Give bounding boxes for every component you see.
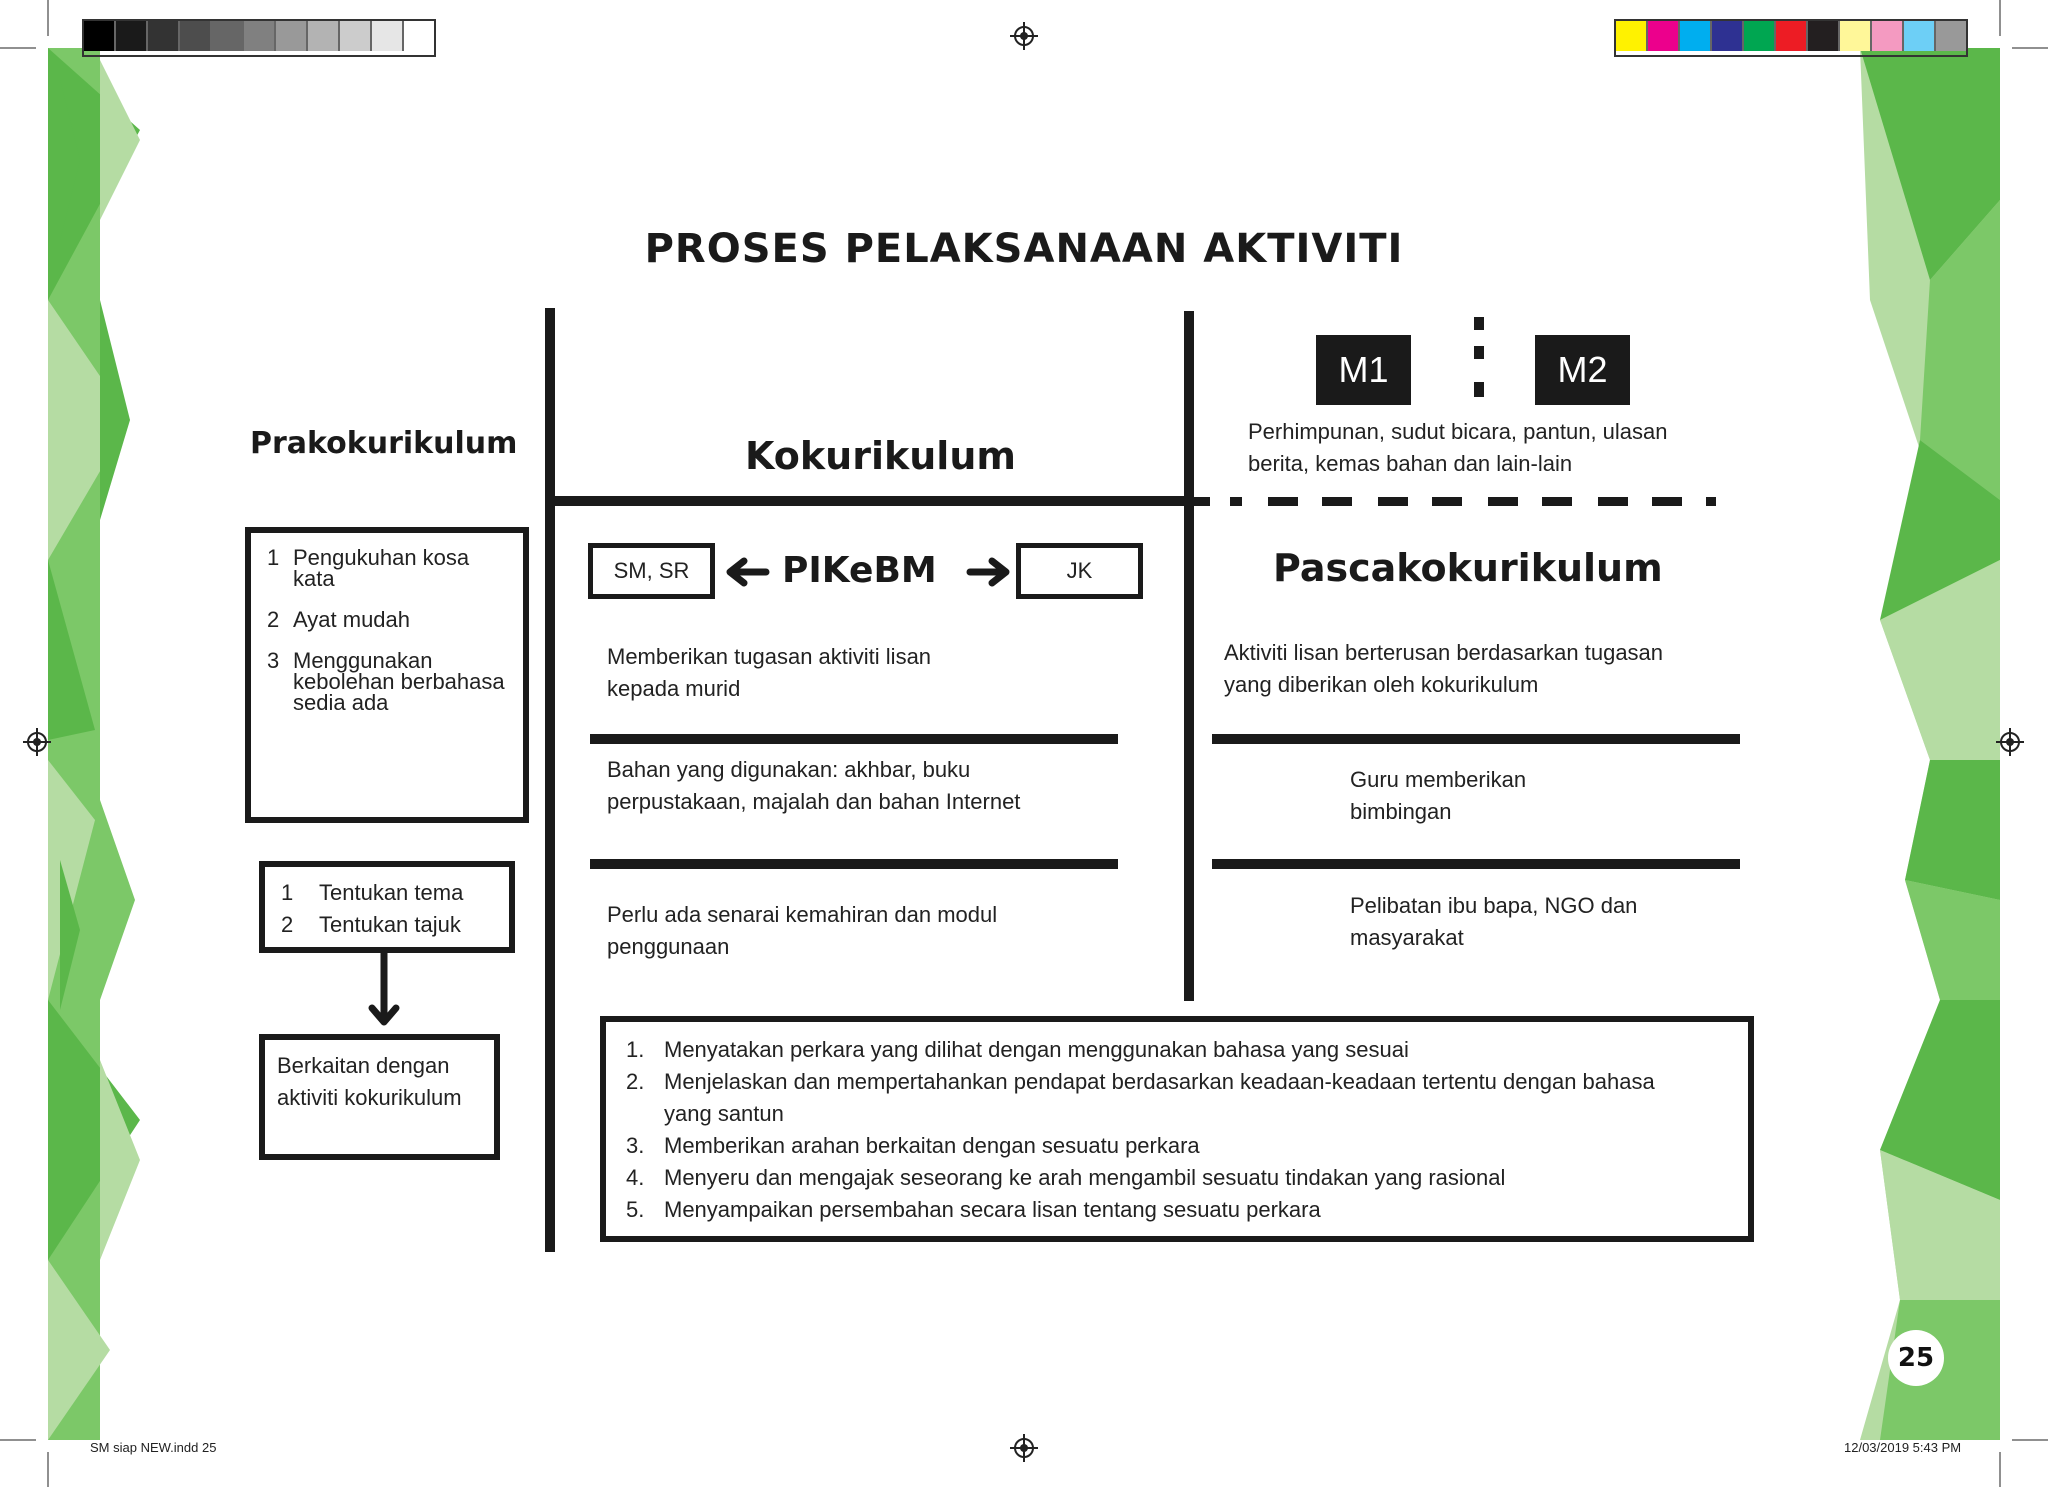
pasca-heading: Pascakokurikulum [1273, 546, 1663, 590]
divider-ko-top [555, 496, 1189, 506]
list-item: 5. Menyampaikan persembahan secara lisan tentang sesuatu perkara [626, 1197, 1321, 1222]
pasca-item-1: Aktiviti lisan berterusan berdasarkan tugasan yang diberikan oleh kokurikulum [1224, 640, 1664, 697]
pasca-item-2: Guru memberikan bimbingan [1350, 767, 1527, 824]
m-description: Perhimpunan, sudut bicara, pantun, ulasan berita, kemas bahan dan lain-lain [1248, 419, 1668, 476]
list-item: 1. Menyatakan perkara yang dilihat dengan menggunakan bahasa yang sesuai [626, 1037, 1409, 1062]
m2-box: M2 [1535, 335, 1630, 405]
pra-box-1 [245, 527, 529, 823]
arrow-down-icon [372, 952, 396, 1022]
outcomes-box [600, 1016, 1754, 1242]
footer-file: SM siap NEW.indd 25 [90, 1440, 217, 1455]
ko-item-2: Bahan yang digunakan: akhbar, buku perpustakaan, majalah dan bahan Internet [607, 757, 1021, 814]
jk-box: JK [1016, 543, 1143, 599]
list-item: 2 Ayat mudah [267, 607, 411, 632]
arrow-right-icon [970, 561, 1006, 583]
page-title: PROSES PELAKSANAAN AKTIVITI [644, 226, 1404, 272]
list-item: 4. Menyeru dan mengajak seseorang ke arah mengambil sesuatu tindakan yang rasional [626, 1165, 1506, 1190]
dashed-divider [1194, 497, 1716, 506]
ko-item-1: Memberikan tugasan aktiviti lisan kepada murid [607, 644, 932, 701]
list-item: 1 Tentukan tema [281, 880, 464, 905]
divider-ko-pasca [1184, 311, 1194, 1001]
list-item: 3. Memberikan arahan berkaitan dengan sesuatu perkara [626, 1133, 1200, 1158]
pra-box-2 [259, 861, 515, 953]
footer-date: 12/03/2019 5:43 PM [1844, 1440, 1962, 1455]
page-number: 25 [1888, 1330, 1944, 1386]
pra-heading: Prakokurikulum [250, 426, 518, 461]
ko-item-3: Perlu ada senarai kemahiran dan modul penggunaan [607, 902, 998, 959]
divider-pra-ko [545, 308, 555, 1252]
list-item: 2 Tentukan tajuk [281, 912, 461, 937]
pikebm-label: PIKeBM [782, 550, 937, 591]
m1-box: M1 [1316, 335, 1411, 405]
pra-box-3 [259, 1034, 500, 1160]
list-item: 2. Menjelaskan dan mempertahankan pendapat berdasarkan keadaan-keadaan tertentu dengan bahasa yang santun [626, 1069, 1655, 1126]
list-item: 3 Menggunakan kebolehan berbahasa sedia ada [267, 648, 505, 715]
list-item: 1 Pengukuhan kosa kata [267, 545, 470, 591]
pasca-item-3: Pelibatan ibu bapa, NGO dan masyarakat [1350, 893, 1638, 950]
arrow-left-icon [730, 561, 766, 583]
pra-box-3-text: Berkaitan dengan aktiviti kokurikulum [277, 1053, 462, 1110]
m-separator [1474, 317, 1484, 397]
sm-sr-box: SM, SR [588, 543, 715, 599]
ko-heading: Kokurikulum [745, 434, 1016, 478]
